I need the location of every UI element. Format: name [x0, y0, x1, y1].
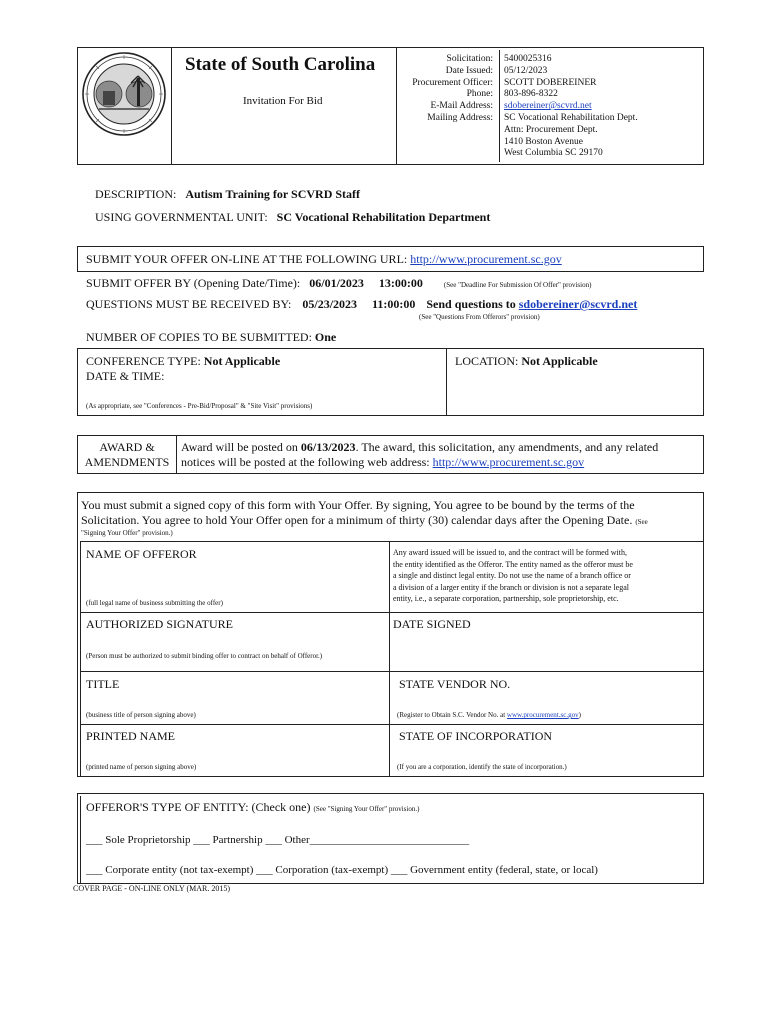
sig-left-border: [80, 541, 81, 777]
name-info-5: entity, i.e., a separate corporation, partnership, sole proprietorship, etc.: [393, 594, 619, 603]
award-text-line-2: [181, 455, 584, 470]
label-date-issued: Date Issued:: [445, 65, 493, 76]
questions-line: [86, 297, 637, 312]
name-info-4: a division of a larger entity if the branch or division is not a separate legal: [393, 582, 630, 592]
submit-by-time: 13:00:00: [378, 276, 423, 290]
conference-divider: [446, 348, 447, 416]
header-divider-1: [171, 47, 172, 165]
name-note: (full legal name of business submitting the offer): [86, 599, 223, 607]
sig-col-divider: [389, 541, 390, 777]
solicitation-number: 5400025316: [504, 54, 552, 64]
auth-signature-note: (Person must be authorized to submit binding offer to contract on behalf of Offeror.): [86, 652, 323, 660]
submit-by-line: [86, 276, 591, 291]
doc-type: Invitation For Bid: [243, 95, 323, 107]
label-officer: Procurement Officer:: [412, 77, 493, 88]
incorporation-label: STATE OF INCORPORATION: [399, 729, 553, 743]
copies-line: [86, 330, 336, 345]
location-line: [455, 354, 598, 369]
description-label: DESCRIPTION:: [95, 187, 177, 201]
name-info-2: the entity identified as the Offeror. The entity named as the offeror must be: [393, 559, 633, 569]
entity-note: (See "Signing Your Offer" provision.): [313, 805, 420, 813]
signature-intro-1: You must submit a signed copy of this form with Your Offer. By signing, You agree to be bound by the terms of the: [81, 498, 635, 512]
state-name: State of South Carolina: [185, 54, 376, 75]
label-phone: Phone:: [466, 89, 493, 100]
email-link[interactable]: sdobereiner@scvrd.net: [504, 101, 592, 112]
state-seal-icon: [81, 51, 167, 137]
award-label-1: AWARD &: [99, 440, 155, 454]
submit-online-url[interactable]: http://www.procurement.sc.gov: [410, 252, 562, 266]
signature-intro-3: "Signing Your Offer" provision.): [81, 529, 173, 537]
location-label: LOCATION:: [455, 354, 519, 368]
questions-date: 05/23/2023: [302, 297, 358, 311]
incorporation-field[interactable]: [393, 744, 698, 760]
address-line-2: Attn: Procurement Dept.: [504, 124, 598, 135]
auth-signature-label: AUTHORIZED SIGNATURE: [86, 617, 233, 631]
unit-line: [95, 210, 490, 225]
header-labels: [398, 54, 493, 125]
title-field[interactable]: [84, 692, 384, 708]
unit-value: SC Vocational Rehabilitation Department: [276, 210, 491, 224]
name-field[interactable]: [84, 562, 384, 596]
vendor-field[interactable]: [393, 692, 698, 708]
footer-text: COVER PAGE - ON-LINE ONLY (MAR. 2015): [73, 884, 231, 893]
submit-by-label: SUBMIT OFFER BY (Opening Date/Time):: [86, 276, 301, 290]
name-info: [393, 547, 633, 605]
signature-intro-see: (See: [635, 518, 648, 526]
date-issued: 05/12/2023: [504, 65, 548, 76]
questions-label: QUESTIONS MUST BE RECEIVED BY:: [86, 297, 292, 311]
conference-note: (As appropriate, see "Conferences - Pre-Bid/Proposal" & "Site Visit" provisions): [86, 402, 313, 410]
title-label: TITLE: [86, 677, 120, 691]
award-text-3: notices will be posted at the following web address:: [181, 455, 430, 469]
label-mailing: Mailing Address:: [427, 112, 493, 123]
sig-row-line-4: [80, 724, 704, 725]
award-url[interactable]: http://www.procurement.sc.gov: [432, 455, 585, 469]
date-signed-field[interactable]: [393, 632, 698, 666]
copies-value: One: [314, 330, 337, 344]
printed-name-note: (printed name of person signing above): [86, 763, 197, 771]
questions-note: (See "Questions From Offerors" provision): [419, 313, 540, 321]
description-value: Autism Training for SCVRD Staff: [185, 187, 361, 201]
auth-signature-field[interactable]: [84, 632, 384, 648]
questions-time: 11:00:00: [372, 297, 416, 311]
vendor-note: (Register to Obtain S.C. Vendor No. at: [397, 711, 506, 719]
phone-number: 803-896-8322: [504, 89, 558, 100]
printed-name-label: PRINTED NAME: [86, 729, 175, 743]
entity-inner-border: [80, 796, 81, 884]
address-line-4: West Columbia SC 29170: [504, 148, 603, 159]
vendor-note-end: ): [578, 711, 581, 719]
award-divider: [176, 435, 177, 474]
incorporation-note: (If you are a corporation, identify the state of incorporation.): [397, 763, 567, 771]
name-label: NAME OF OFFEROR: [86, 547, 197, 561]
name-info-3: a single and distinct legal entity. Do not use the name of a branch office or: [393, 571, 631, 580]
vendor-label: STATE VENDOR NO.: [399, 677, 511, 691]
submit-by-note: (See "Deadline For Submission Of Offer" provision): [443, 281, 592, 289]
unit-label: USING GOVERNMENTAL UNIT:: [95, 210, 268, 224]
entity-options-2[interactable]: ___ Corporate entity (not tax-exempt) ___ Corporation (tax-exempt) ___ Government entity (federal, state, or local): [86, 864, 598, 876]
award-text-line-1: [181, 440, 658, 455]
copies-label: NUMBER OF COPIES TO BE SUBMITTED:: [86, 330, 312, 344]
award-text-2: . The award, this solicitation, any amendments, and any related: [355, 440, 659, 454]
submit-online-label: SUBMIT YOUR OFFER ON-LINE AT THE FOLLOWING URL:: [86, 252, 408, 266]
label-email: E-Mail Address:: [430, 101, 493, 112]
sig-row-line-3: [80, 671, 704, 672]
questions-email-link[interactable]: sdobereiner@scvrd.net: [518, 297, 638, 311]
signature-intro-2-line: [81, 513, 648, 528]
address-line-3: 1410 Boston Avenue: [504, 136, 583, 147]
submit-online-line: [86, 252, 562, 267]
questions-send: Send questions to: [426, 297, 516, 311]
submit-by-date: 06/01/2023: [309, 276, 364, 290]
vendor-note-line: [397, 711, 581, 719]
label-solicitation: Solicitation:: [446, 54, 493, 64]
sig-row-line-2: [80, 612, 704, 613]
sig-row-line-1: [80, 541, 704, 542]
conference-type-value: Not Applicable: [203, 354, 281, 368]
conference-type-line: [86, 354, 280, 369]
name-info-1: Any award issued will be issued to, and the contract will be formed with,: [393, 548, 627, 557]
award-label: [78, 440, 176, 470]
header-values: [504, 54, 638, 160]
description-line: [95, 187, 360, 202]
header-divider-2: [396, 47, 397, 165]
header-label-divider: [499, 50, 500, 162]
address-line-1: SC Vocational Rehabilitation Dept.: [504, 112, 638, 123]
signature-intro-2: Solicitation. You agree to hold Your Offer open for a minimum of thirty (30) calendar days after the Opening Date.: [81, 513, 633, 527]
entity-title-line: [86, 800, 419, 815]
entity-options-1[interactable]: ___ Sole Proprietorship ___ Partnership ___ Other_____________________________: [86, 834, 470, 846]
award-label-2: AMENDMENTS: [84, 455, 170, 469]
location-value: Not Applicable: [521, 354, 598, 368]
procurement-officer: SCOTT DOBEREINER: [504, 77, 597, 88]
title-note: (business title of person signing above): [86, 711, 196, 719]
award-text-1: Award will be posted on: [181, 440, 298, 454]
award-date: 06/13/2023: [300, 440, 356, 454]
printed-name-field[interactable]: [84, 744, 384, 760]
entity-label: OFFEROR'S TYPE OF ENTITY: (Check one): [86, 800, 311, 814]
date-signed-label: DATE SIGNED: [393, 617, 471, 631]
conference-type-label: CONFERENCE TYPE:: [86, 354, 201, 368]
conference-datetime-label: DATE & TIME:: [86, 369, 165, 383]
vendor-url[interactable]: www.procurement.sc.gov: [506, 711, 579, 719]
